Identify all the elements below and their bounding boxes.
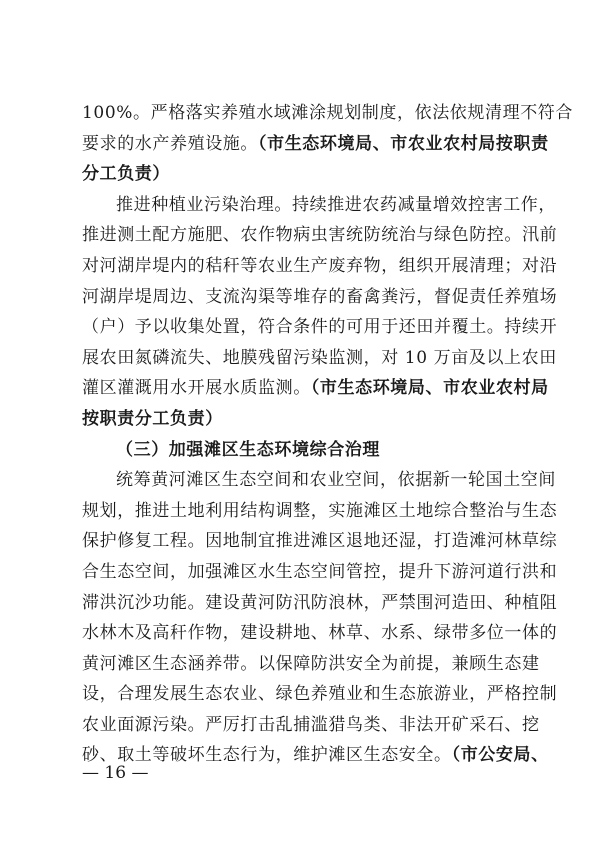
text-line-content: 规划，推进土地利用结构调整，实施滩区土地综合整治与生态 xyxy=(82,500,558,521)
text-line xyxy=(82,129,549,160)
section-heading: （三）加强滩区生态环境综合治理 xyxy=(116,439,380,460)
text-line-content: 推进种植业污染治理。持续推进农药减量增效控害工作， xyxy=(116,194,556,215)
text-line xyxy=(82,465,556,496)
text-line xyxy=(82,618,558,649)
text-line xyxy=(82,373,549,404)
text-line xyxy=(82,649,540,680)
text-line-content: 水林木及高秆作物，建设耕地、林草、水系、绿带多位一体的 xyxy=(82,623,558,644)
text-line xyxy=(82,588,558,619)
text-line xyxy=(82,343,557,374)
text-line xyxy=(82,251,558,282)
text-line-content: 灌区灌溉用水开展水质监测。 xyxy=(82,378,311,399)
text-line-content: 设，合理发展生态农业、绿色养殖业和生态旅游业，严格控制 xyxy=(82,684,558,705)
text-line xyxy=(82,557,558,588)
text-line-content: 保护修复工程。因地制宜推进滩区退地还湿，打造滩河林草综 xyxy=(82,531,558,552)
text-line xyxy=(82,190,556,221)
text-line xyxy=(82,312,558,343)
text-line-content: 河湖岸堤周边、支流沟渠等堆存的畜禽粪污，督促责任养殖场 xyxy=(82,286,558,307)
responsibility-note: （市生态环境局、市农业农村局按职责 xyxy=(258,133,549,154)
text-line-content: 对河湖岸堤内的秸秆等农业生产废弃物，组织开展清理；对沿 xyxy=(82,255,558,276)
text-line xyxy=(82,98,573,129)
text-line-content: 要求的水产养殖设施。 xyxy=(82,133,258,154)
text-line xyxy=(82,496,558,527)
text-line-content: 农业面源污染。严厉打击乱捕滥猎鸟类、非法开矿采石、挖 xyxy=(82,714,540,735)
responsibility-note: 分工负责） xyxy=(82,164,170,185)
responsibility-note: 按职责分工负责） xyxy=(82,408,223,429)
document-body xyxy=(82,98,573,771)
text-line-content: 合生态空间，加强滩区水生态空间管控，提升下游河道行洪和 xyxy=(82,561,558,582)
text-line-content: 滞洪沉沙功能。建设黄河防汛防浪林，严禁围河造田、种植阻 xyxy=(82,592,558,613)
responsibility-note: （市公安局、 xyxy=(451,745,549,766)
text-line xyxy=(82,404,522,435)
paragraph-block-2 xyxy=(82,465,558,771)
page-number: — 16 — xyxy=(82,763,149,783)
text-line-content: 推进测土配方施肥、农作物病虫害统防统治与绿色防控。汛前 xyxy=(82,225,558,246)
responsibility-note: （市生态环境局、市农业农村局 xyxy=(310,378,549,399)
text-line xyxy=(82,526,558,557)
text-line xyxy=(82,710,540,741)
text-line-content: 展农田氮磷流失、地膜残留污染监测，对 10 万亩及以上农田 xyxy=(82,347,557,368)
text-line-content: 黄河滩区生态涵养带。以保障防洪安全为前提，兼顾生态建 xyxy=(82,653,540,674)
text-line xyxy=(82,220,558,251)
text-line xyxy=(82,282,558,313)
text-line-content: （户）予以收集处置，符合条件的可用于还田并覆土。持续开 xyxy=(82,317,558,338)
text-line xyxy=(82,159,522,190)
text-line xyxy=(82,679,558,710)
text-line-content: 100%。严格落实养殖水域滩涂规划制度，依法依规清理不符合 xyxy=(82,103,573,123)
paragraph-block-1 xyxy=(82,98,573,435)
text-line-content: 统筹黄河滩区生态空间和农业空间，依据新一轮国土空间 xyxy=(116,470,556,491)
text-line-content: 砂、取土等破坏生态行为，维护滩区生态安全。 xyxy=(82,745,452,766)
